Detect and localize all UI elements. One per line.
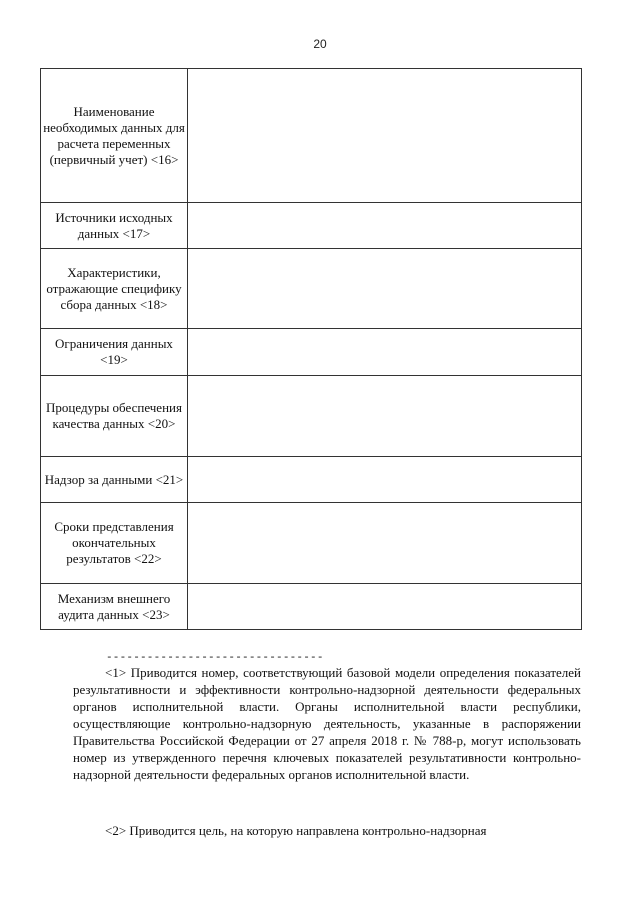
- row-value-cell: [188, 329, 582, 376]
- table-row: [41, 584, 582, 630]
- table-row: [41, 503, 582, 584]
- table-row: [41, 249, 582, 329]
- footnote-separator: --------------------------------: [106, 652, 324, 664]
- table-row: [41, 203, 582, 249]
- row-label-results-deadlines: Сроки представления окончательных результатов <22>: [41, 503, 188, 584]
- row-value-cell: [188, 503, 582, 584]
- footnote-2: <2> Приводится цель, на которую направлена контрольно-надзорная: [105, 823, 487, 838]
- row-value-cell: [188, 203, 582, 249]
- row-value-cell: [188, 584, 582, 630]
- row-label-quality-procedures: Процедуры обеспечения качества данных <20>: [41, 376, 188, 457]
- page-number: 20: [313, 37, 327, 51]
- row-label-external-audit: Механизм внешнего аудита данных <23>: [41, 584, 188, 630]
- row-value-cell: [188, 69, 582, 203]
- row-value-cell: [188, 249, 582, 329]
- table-row: [41, 457, 582, 503]
- table-row: [41, 376, 582, 457]
- table-row: [41, 69, 582, 203]
- data-characteristics-table: [40, 68, 582, 630]
- footnote-1: <1> Приводится номер, соответствующий базовой модели определения показателей результативности и эффективности контрольно-надзорной деятельности федеральных органов исполнительной власти. Органы исполнительной власти республики, осуществляющие контрольно-надзорную деятельность, указанные в распоряжении Правительства Российской Федерации от 27 апреля 2018 г. № 788-р, могут использовать номер из утвержденного перечня ключевых показателей результативности контрольно-надзорной деятельности федеральных органов исполнительной власти.: [73, 665, 581, 782]
- row-value-cell: [188, 376, 582, 457]
- row-value-cell: [188, 457, 582, 503]
- row-label-data-limitations: Ограничения данных <19>: [41, 329, 188, 376]
- row-label-data-supervision: Надзор за данными <21>: [41, 457, 188, 503]
- row-label-source-data-name: Наименование необходимых данных для расчета переменных (первичный учет) <16>: [41, 69, 188, 203]
- row-label-collection-specifics: Характеристики, отражающие специфику сбора данных <18>: [41, 249, 188, 329]
- table-row: [41, 329, 582, 376]
- row-label-data-sources: Источники исходных данных <17>: [41, 203, 188, 249]
